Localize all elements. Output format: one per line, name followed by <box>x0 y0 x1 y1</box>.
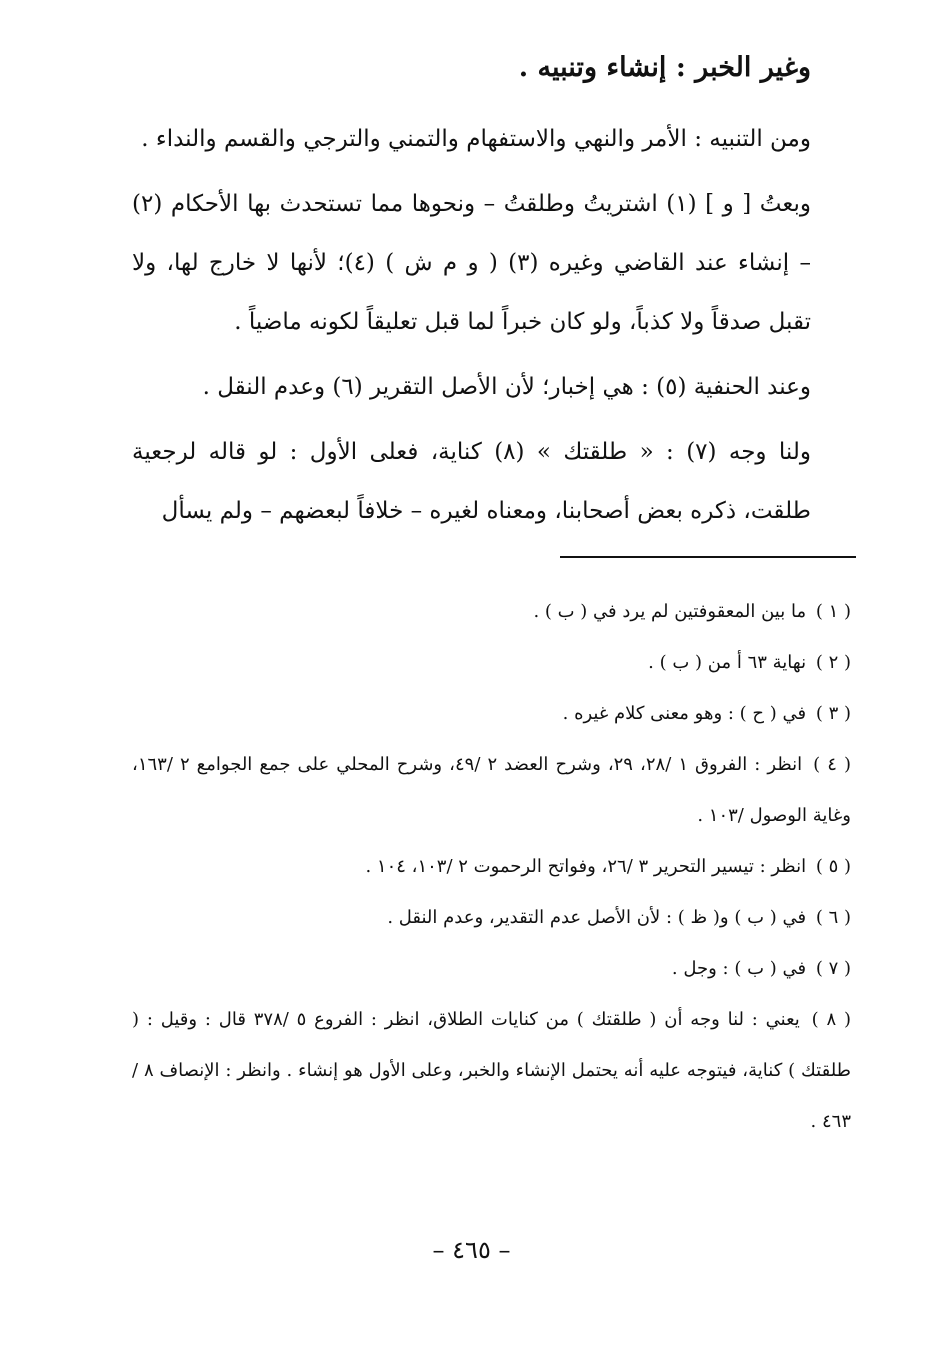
footnote-text: في ( ب ) : وجل . <box>671 958 807 979</box>
paragraph-3: وعند الحنفية (٥) : هي إخبار؛ لأن الأصل التقرير (٦) وعدم النقل . <box>202 374 811 400</box>
footnotes <box>132 586 851 1147</box>
paragraph-4: ولنا وجه (٧) : « طلقتك » (٨) كناية، فعلى الأول : لو قاله لرجعية طلقت، ذكره بعض أصحابنا، ومعناه لغيره – خلافاً لبعضهم – ولم يسأل <box>132 439 811 524</box>
footnote-number: ( ١ ) <box>815 601 851 622</box>
footnote-4 <box>132 739 851 841</box>
footnote-8 <box>132 994 851 1147</box>
footnote-text: في ( ح ) : وهو معنى كلام غيره . <box>562 703 807 724</box>
footnote-number: ( ٧ ) <box>815 958 851 979</box>
footnote-number: ( ٣ ) <box>815 703 851 724</box>
footnote-3 <box>132 688 851 739</box>
footnote-text: في ( ب ) و( ظ ) : لأن الأصل عدم التقدير، وعدم النقل . <box>387 907 807 928</box>
footnote-1 <box>132 586 851 637</box>
footnote-2 <box>132 637 851 688</box>
section-heading: وغير الخبر : إنشاء وتنبيه . <box>518 52 811 83</box>
footnote-5 <box>132 841 851 892</box>
footnote-7 <box>132 943 851 994</box>
footnote-number: ( ٤ ) <box>813 754 851 775</box>
footnote-text: نهاية ٦٣ أ من ( ب ) . <box>648 652 807 673</box>
footnote-number: ( ٨ ) <box>811 1009 851 1030</box>
footnote-number: ( ٥ ) <box>815 856 851 877</box>
footnote-text: ما بين المعقوفتين لم يرد في ( ب ) . <box>533 601 807 622</box>
footnote-number: ( ٦ ) <box>815 907 851 928</box>
paragraph-2: وبعتُ [ و ] (١) اشتريتُ وطلقتُ – ونحوها مما تستحدث بها الأحكام (٢) – إنشاء عند القاضي وغيره (٣) ( و م ش ) (٤)؛ لأنها لا خارج لها، ولا تقبل صدقاً ولا كذباً، ولو كان خبراً لما قبل تعليقاً لكونه ماضياً . <box>132 191 811 335</box>
footnote-text: يعني : لنا وجه أن ( طلقتك ) من كنايات الطلاق، انظر : الفروع ٥ /٣٧٨ قال : وقيل : ( طلقتك ) كناية، فيتوجه عليه أنه يحتمل الإنشاء والخبر، وعلى الأول هو إنشاء . وانظر : الإنصاف ٨ /٤٦٣ . <box>132 1009 852 1132</box>
footnote-6 <box>132 892 851 943</box>
paragraph-1: ومن التنبيه : الأمر والنهي والاستفهام والتمني والترجي والقسم والنداء . <box>141 126 811 152</box>
footnote-separator <box>560 556 856 558</box>
page-number: – ٤٦٥ – <box>432 1236 511 1264</box>
footnote-number: ( ٢ ) <box>815 652 851 673</box>
main-text <box>132 46 811 547</box>
footnote-text: انظر : تيسير التحرير ٣ /٢٦، وفواتح الرحموت ٢ /١٠٣، ١٠٤ . <box>365 856 807 877</box>
footnote-text: انظر : الفروق ١ /٢٨، ٢٩، وشرح العضد ٢ /٤٩، وشرح المحلي على جمع الجوامع ٢ /١٦٣، وغاية الوصول /١٠٣ . <box>132 754 851 826</box>
